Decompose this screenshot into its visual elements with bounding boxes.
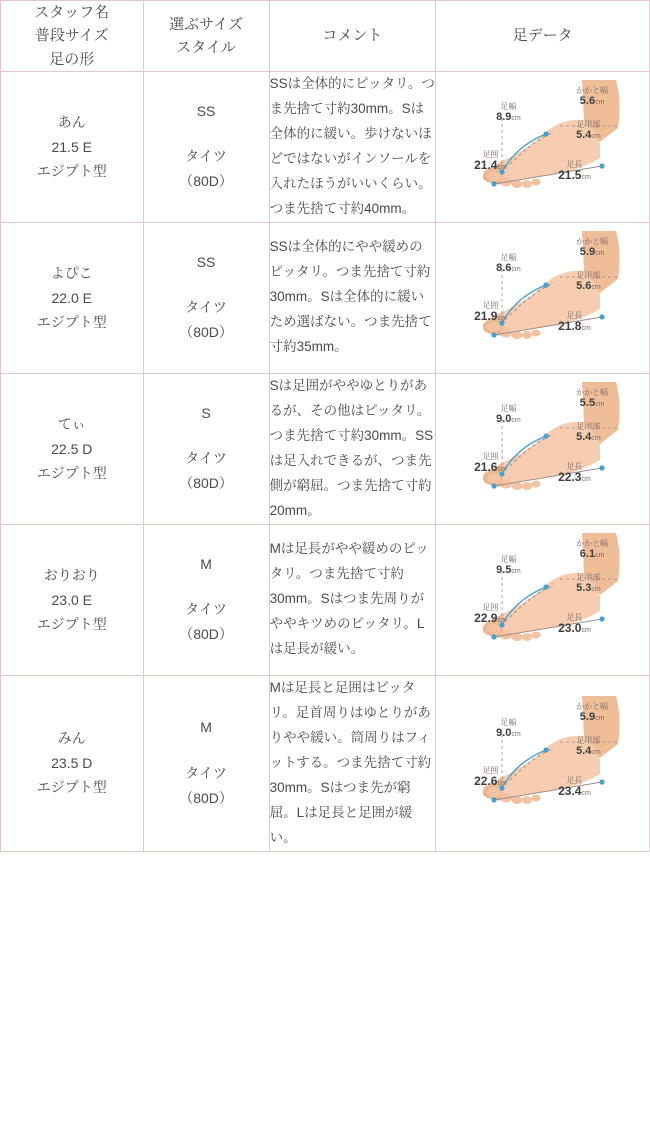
foot-length-caption: 足長 xyxy=(566,776,583,786)
heel-width-value: 5.5 xyxy=(579,396,596,409)
unit: cm xyxy=(497,163,507,171)
foot-diagram xyxy=(450,374,635,524)
style-name: タイツ xyxy=(185,148,227,165)
staff-name-cell xyxy=(1,675,144,851)
table-row xyxy=(1,222,650,373)
foot-length-label xyxy=(558,311,591,334)
instep-label xyxy=(576,573,601,595)
unit: cm xyxy=(581,790,591,798)
heel-width-value: 5.6 xyxy=(579,94,596,107)
foot-length-value: 23.0 xyxy=(558,620,582,635)
header-staff-name xyxy=(1,1,144,72)
selected-size: S xyxy=(201,404,211,421)
staff-foot-type: エジプト型 xyxy=(36,779,107,796)
instep-value: 5.3 xyxy=(576,581,592,594)
heel-width-value: 5.9 xyxy=(579,711,596,724)
unit: cm xyxy=(511,567,521,575)
foot-girth-label xyxy=(474,603,507,626)
foot-length-caption: 足長 xyxy=(566,159,583,169)
staff-name-cell xyxy=(1,524,144,675)
foot-width-caption: 足幅 xyxy=(500,403,517,413)
header-line: スタッフ名 xyxy=(34,4,110,21)
foot-width-label xyxy=(496,102,521,124)
foot-data-cell xyxy=(436,222,650,373)
unit: cm xyxy=(511,114,521,122)
foot-girth-value: 22.6 xyxy=(474,774,498,789)
instep-label xyxy=(576,120,601,142)
spacer xyxy=(144,426,269,446)
unit: cm xyxy=(511,265,521,273)
foot-diagram xyxy=(450,223,635,373)
header-line: 足の形 xyxy=(49,50,95,68)
instep-value: 5.4 xyxy=(576,430,592,443)
foot-width-label xyxy=(496,404,521,426)
foot-width-label xyxy=(496,718,521,740)
foot-width-caption: 足幅 xyxy=(500,101,517,111)
header-line: スタイル xyxy=(176,38,236,56)
selected-size-cell xyxy=(143,373,269,524)
instep-value: 5.4 xyxy=(576,745,592,758)
instep-label xyxy=(576,422,601,444)
unit: cm xyxy=(497,465,507,473)
foot-girth-value: 21.9 xyxy=(474,308,498,323)
staff-name-cell xyxy=(1,71,144,222)
header-line: 普段サイズ xyxy=(34,27,109,45)
heel-width-label xyxy=(576,86,608,108)
unit: cm xyxy=(591,132,601,140)
staff-foot-type: エジプト型 xyxy=(36,163,107,179)
foot-diagram xyxy=(450,72,635,222)
foot-data-cell xyxy=(436,71,650,222)
instep-value: 5.4 xyxy=(576,128,592,141)
unit: cm xyxy=(511,416,521,424)
unit: cm xyxy=(581,324,591,332)
selected-size: M xyxy=(200,555,212,572)
style-detail: （80D） xyxy=(179,173,233,190)
heel-width-caption: かかと幅 xyxy=(576,85,609,95)
instep-caption: 足甲部 xyxy=(576,270,601,280)
header-line: 選ぶサイズ xyxy=(169,15,243,33)
foot-girth-caption: 足囲 xyxy=(482,300,499,310)
foot-girth-caption: 足囲 xyxy=(482,451,499,461)
foot-width-value: 9.0 xyxy=(496,727,512,740)
foot-length-caption: 足長 xyxy=(566,310,583,320)
staff-name: てぃ xyxy=(57,416,86,432)
unit: cm xyxy=(581,173,591,181)
unit: cm xyxy=(591,749,601,757)
foot-girth-label xyxy=(474,150,507,173)
foot-girth-value: 21.4 xyxy=(474,157,498,172)
foot-length-value: 23.4 xyxy=(558,784,582,799)
unit: cm xyxy=(595,98,605,106)
foot-girth-label xyxy=(474,301,507,324)
foot-girth-caption: 足囲 xyxy=(482,149,499,159)
header-foot-data xyxy=(436,1,650,72)
comment-cell: Mは足長と足囲はピッタリ。足首周りはゆとりがありやや緩い。筒周りはフィットする。つま先捨て寸約30mm。Sはつま先が窮屈。Lは足長と足囲が緩い。 xyxy=(269,675,436,851)
unit: cm xyxy=(497,780,507,788)
heel-width-caption: かかと幅 xyxy=(576,387,609,397)
foot-length-label xyxy=(558,613,591,636)
staff-foot-type: エジプト型 xyxy=(36,314,107,330)
foot-girth-label xyxy=(474,766,507,789)
foot-data-cell xyxy=(436,373,650,524)
foot-data-cell xyxy=(436,675,650,851)
selected-size-cell xyxy=(143,524,269,675)
spacer xyxy=(144,577,269,597)
heel-width-label xyxy=(576,237,608,259)
unit: cm xyxy=(591,434,601,442)
unit: cm xyxy=(591,585,601,593)
foot-length-value: 21.5 xyxy=(558,167,582,182)
heel-width-caption: かかと幅 xyxy=(576,702,609,712)
staff-name: おりおり xyxy=(43,567,100,583)
foot-length-label xyxy=(558,160,591,183)
foot-length-label xyxy=(558,776,591,799)
spacer xyxy=(144,741,269,761)
staff-usual-size: 23.0 E xyxy=(51,591,92,608)
heel-width-caption: かかと幅 xyxy=(576,538,609,548)
unit: cm xyxy=(497,616,507,624)
unit: cm xyxy=(595,551,605,559)
header-line: コメント xyxy=(322,27,383,45)
instep-label xyxy=(576,271,601,293)
foot-diagram xyxy=(450,688,635,838)
selected-size: SS xyxy=(196,102,216,119)
style-detail: （80D） xyxy=(179,626,233,643)
style-name: タイツ xyxy=(185,450,227,467)
staff-foot-type: エジプト型 xyxy=(36,616,107,632)
staff-name: よぴこ xyxy=(50,265,93,281)
foot-width-value: 8.6 xyxy=(496,261,512,274)
unit: cm xyxy=(595,400,605,408)
staff-usual-size: 22.0 E xyxy=(51,289,92,306)
instep-caption: 足甲部 xyxy=(576,421,601,431)
foot-girth-label xyxy=(474,452,507,475)
header-row xyxy=(1,1,650,72)
table-header xyxy=(1,1,650,72)
heel-width-caption: かかと幅 xyxy=(576,236,609,246)
unit: cm xyxy=(581,626,591,634)
foot-girth-caption: 足囲 xyxy=(482,602,499,612)
table-row xyxy=(1,71,650,222)
instep-caption: 足甲部 xyxy=(576,572,601,582)
instep-value: 5.6 xyxy=(576,279,592,292)
foot-length-label xyxy=(558,462,591,485)
header-comment xyxy=(269,1,436,72)
staff-name-cell xyxy=(1,222,144,373)
foot-width-label xyxy=(496,253,521,275)
heel-width-label xyxy=(576,539,608,561)
unit: cm xyxy=(511,731,521,739)
staff-usual-size: 21.5 E xyxy=(51,138,92,155)
foot-data-cell xyxy=(436,524,650,675)
foot-width-label xyxy=(496,555,521,577)
spacer xyxy=(144,124,269,144)
staff-name: みん xyxy=(57,730,86,747)
style-detail: （80D） xyxy=(179,475,233,492)
instep-caption: 足甲部 xyxy=(576,119,601,129)
table-row xyxy=(1,524,650,675)
foot-diagram xyxy=(450,525,635,675)
foot-length-caption: 足長 xyxy=(566,461,583,471)
heel-width-value: 6.1 xyxy=(579,547,596,560)
spacer xyxy=(144,275,269,295)
heel-width-value: 5.9 xyxy=(579,245,596,258)
table-row xyxy=(1,675,650,851)
foot-width-value: 9.5 xyxy=(496,563,512,576)
foot-width-value: 9.0 xyxy=(496,412,512,425)
foot-length-value: 22.3 xyxy=(558,469,582,484)
foot-length-value: 21.8 xyxy=(558,318,582,333)
instep-label xyxy=(576,736,601,758)
staff-name-cell xyxy=(1,373,144,524)
foot-width-caption: 足幅 xyxy=(500,718,517,728)
comment-cell: SSは全体的にやや緩めのピッタリ。つま先捨て寸約30mm。Sは全体的に緩いため選ばない。つま先捨て寸約35mm。 xyxy=(269,222,436,373)
foot-girth-value: 22.9 xyxy=(474,610,498,625)
unit: cm xyxy=(497,314,507,322)
staff-foot-type: エジプト型 xyxy=(36,465,107,481)
header-selected-size xyxy=(143,1,269,72)
staff-usual-size: 23.5 D xyxy=(51,754,93,771)
selected-size: M xyxy=(200,719,212,736)
staff-name: あん xyxy=(57,114,86,130)
style-name: タイツ xyxy=(185,601,227,618)
unit: cm xyxy=(581,475,591,483)
foot-length-caption: 足長 xyxy=(566,612,583,622)
staff-usual-size: 22.5 D xyxy=(51,440,93,457)
comment-cell: SSは全体的にピッタリ。つま先捨て寸約30mm。Sは全体的に緩い。歩けないほどではないがインソールを入れたほうがいいくらい。つま先捨て寸約40mm。 xyxy=(269,71,436,222)
foot-width-caption: 足幅 xyxy=(500,252,517,262)
instep-caption: 足甲部 xyxy=(576,736,601,746)
selected-size-cell xyxy=(143,675,269,851)
style-name: タイツ xyxy=(185,299,227,316)
foot-width-caption: 足幅 xyxy=(500,554,517,564)
comment-cell: Mは足長がやや緩めのピッタリ。つま先捨て寸約30mm。Sはつま先周りがややキツめのピッタリ。Lは足長が緩い。 xyxy=(269,524,436,675)
unit: cm xyxy=(591,283,601,291)
selected-size-cell xyxy=(143,222,269,373)
table-row xyxy=(1,373,650,524)
comment-cell: Sは足囲がややゆとりがあるが、その他はピッタリ。つま先捨て寸約30mm。SSは足入れできるが、つま先側が窮屈。つま先捨て寸約20mm。 xyxy=(269,373,436,524)
unit: cm xyxy=(595,249,605,257)
foot-width-value: 8.9 xyxy=(496,110,512,123)
heel-width-label xyxy=(576,388,608,410)
header-line: 足データ xyxy=(512,27,573,45)
selected-size-cell xyxy=(143,71,269,222)
style-detail: （80D） xyxy=(179,324,233,341)
foot-girth-caption: 足囲 xyxy=(482,766,499,776)
foot-girth-value: 21.6 xyxy=(474,459,498,474)
style-detail: （80D） xyxy=(179,789,233,806)
selected-size: SS xyxy=(196,253,216,270)
unit: cm xyxy=(595,715,605,723)
style-name: タイツ xyxy=(185,764,227,781)
table-body xyxy=(1,71,650,851)
heel-width-label xyxy=(576,702,608,724)
